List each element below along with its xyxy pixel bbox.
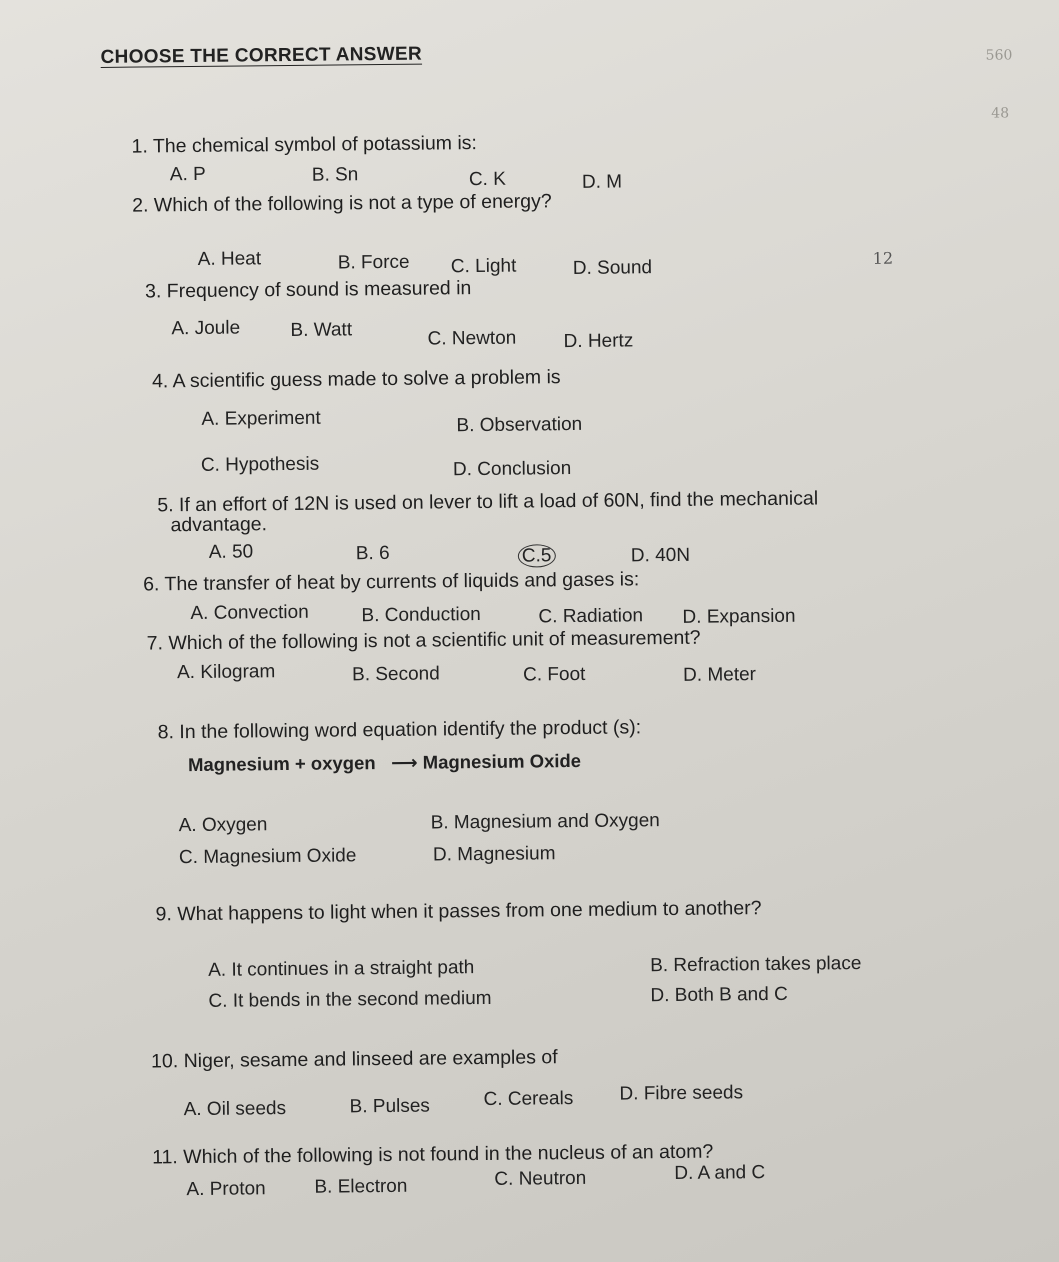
q1-option-c[interactable]: C. K bbox=[468, 168, 506, 191]
q10-option-b[interactable]: B. Pulses bbox=[349, 1095, 430, 1118]
question-text: The transfer of heat by currents of liquids and gases is: bbox=[164, 568, 640, 596]
q5-option-a[interactable]: A. 50 bbox=[208, 541, 254, 563]
q2-option-a[interactable]: A. Heat bbox=[197, 248, 262, 270]
q7-option-c[interactable]: C. Foot bbox=[522, 663, 586, 686]
question-number: 7. bbox=[146, 632, 164, 655]
q6-option-b[interactable]: B. Conduction bbox=[361, 603, 481, 627]
question-9 bbox=[155, 897, 761, 926]
question-text: What happens to light when it passes from one medium to another? bbox=[177, 897, 762, 926]
q3-option-b[interactable]: B. Watt bbox=[290, 319, 353, 341]
q5-option-d[interactable]: D. 40N bbox=[630, 544, 691, 567]
q3-option-d[interactable]: D. Hertz bbox=[563, 330, 634, 353]
q2-option-d[interactable]: D. Sound bbox=[572, 257, 653, 280]
question-text: In the following word equation identify the product (s): bbox=[179, 716, 642, 744]
q6-option-a[interactable]: A. Convection bbox=[190, 601, 309, 625]
q3-option-a[interactable]: A. Joule bbox=[171, 317, 241, 340]
question-2 bbox=[132, 190, 552, 217]
q9-option-b[interactable]: B. Refraction takes place bbox=[650, 953, 862, 977]
question-7 bbox=[147, 627, 701, 656]
q2-option-c[interactable]: C. Light bbox=[450, 255, 517, 278]
q4-option-d[interactable]: D. Conclusion bbox=[452, 458, 572, 481]
q4-option-a[interactable]: A. Experiment bbox=[201, 407, 321, 430]
question-text: A scientific guess made to solve a problem is bbox=[172, 366, 561, 393]
q1-option-b[interactable]: B. Sn bbox=[311, 164, 359, 186]
q8-option-c[interactable]: C. Magnesium Oxide bbox=[178, 845, 357, 869]
q6-option-d[interactable]: D. Expansion bbox=[682, 605, 796, 628]
question-10 bbox=[151, 1046, 558, 1073]
question-1 bbox=[131, 132, 477, 159]
q11-option-a[interactable]: A. Proton bbox=[186, 1178, 266, 1201]
question-number: 5. bbox=[157, 494, 174, 517]
q3-option-c[interactable]: C. Newton bbox=[427, 327, 517, 350]
question-4 bbox=[152, 366, 561, 393]
q9-option-d[interactable]: D. Both B and C bbox=[650, 983, 788, 1007]
q8-option-d[interactable]: D. Magnesium bbox=[432, 843, 556, 866]
question-text: Niger, sesame and linseed are examples of bbox=[183, 1046, 558, 1073]
question-number: 3. bbox=[144, 280, 162, 303]
q10-option-d[interactable]: D. Fibre seeds bbox=[619, 1082, 744, 1105]
q9-option-a[interactable]: A. It continues in a straight path bbox=[208, 957, 475, 981]
question-number: 10. bbox=[151, 1050, 179, 1073]
q7-option-d[interactable]: D. Meter bbox=[683, 664, 757, 686]
question-11 bbox=[152, 1141, 713, 1170]
equation-reactants: Magnesium + oxygen bbox=[187, 752, 376, 776]
margin-note: 560 bbox=[985, 47, 1013, 64]
q11-option-c[interactable]: C. Neutron bbox=[494, 1167, 587, 1190]
question-text: Which of the following is not a type of energy? bbox=[153, 190, 552, 217]
q5-option-c[interactable] bbox=[522, 545, 556, 567]
question-5-continued: advantage. bbox=[170, 513, 268, 537]
q7-option-b[interactable]: B. Second bbox=[351, 663, 440, 686]
question-number: 11. bbox=[152, 1146, 178, 1169]
q5-option-b[interactable]: B. 6 bbox=[355, 542, 390, 565]
margin-note: 48 bbox=[991, 105, 1010, 122]
question-8 bbox=[158, 716, 642, 744]
answer-circle-mark: C.5 bbox=[518, 544, 556, 567]
arrow-icon: ⟶ bbox=[390, 751, 418, 773]
question-number: 8. bbox=[157, 721, 175, 744]
question-text: Which of the following is not found in the nucleus of an atom? bbox=[183, 1140, 714, 1169]
q4-option-c[interactable]: C. Hypothesis bbox=[200, 453, 320, 476]
question-6 bbox=[143, 568, 639, 596]
question-number: 2. bbox=[132, 194, 149, 217]
q8-option-a[interactable]: A. Oxygen bbox=[178, 814, 268, 837]
question-number: 9. bbox=[155, 903, 172, 926]
question-3 bbox=[145, 277, 472, 303]
question-number: 6. bbox=[143, 573, 160, 596]
question-text: Which of the following is not a scientific unit of measurement? bbox=[168, 626, 701, 655]
equation-product: Magnesium Oxide bbox=[422, 749, 582, 773]
q1-option-a[interactable]: A. P bbox=[169, 163, 206, 186]
q7-option-a[interactable]: A. Kilogram bbox=[176, 661, 276, 684]
q10-option-c[interactable]: C. Cereals bbox=[483, 1088, 574, 1110]
q1-option-d[interactable]: D. M bbox=[581, 171, 623, 193]
q4-option-b[interactable]: B. Observation bbox=[456, 413, 583, 437]
question-text: If an effort of 12N is used on lever to lift a load of 60N, find the mechanical bbox=[178, 487, 819, 517]
q6-option-c[interactable]: C. Radiation bbox=[538, 605, 644, 628]
q8-option-b[interactable]: B. Magnesium and Oxygen bbox=[430, 810, 660, 834]
q9-option-c[interactable]: C. It bends in the second medium bbox=[208, 987, 492, 1012]
question-text: Frequency of sound is measured in bbox=[166, 277, 472, 303]
question-text: The chemical symbol of potassium is: bbox=[152, 132, 478, 158]
question-number: 4. bbox=[151, 370, 169, 393]
q2-option-b[interactable]: B. Force bbox=[337, 251, 410, 274]
margin-note: 12 bbox=[872, 248, 894, 268]
q11-option-d[interactable]: D. A and C bbox=[674, 1162, 766, 1185]
q11-option-b[interactable]: B. Electron bbox=[314, 1175, 408, 1198]
question-number: 1. bbox=[131, 135, 148, 158]
page-title: CHOOSE THE CORRECT ANSWER bbox=[100, 43, 423, 68]
word-equation bbox=[188, 750, 581, 776]
q10-option-a[interactable]: A. Oil seeds bbox=[183, 1098, 287, 1121]
